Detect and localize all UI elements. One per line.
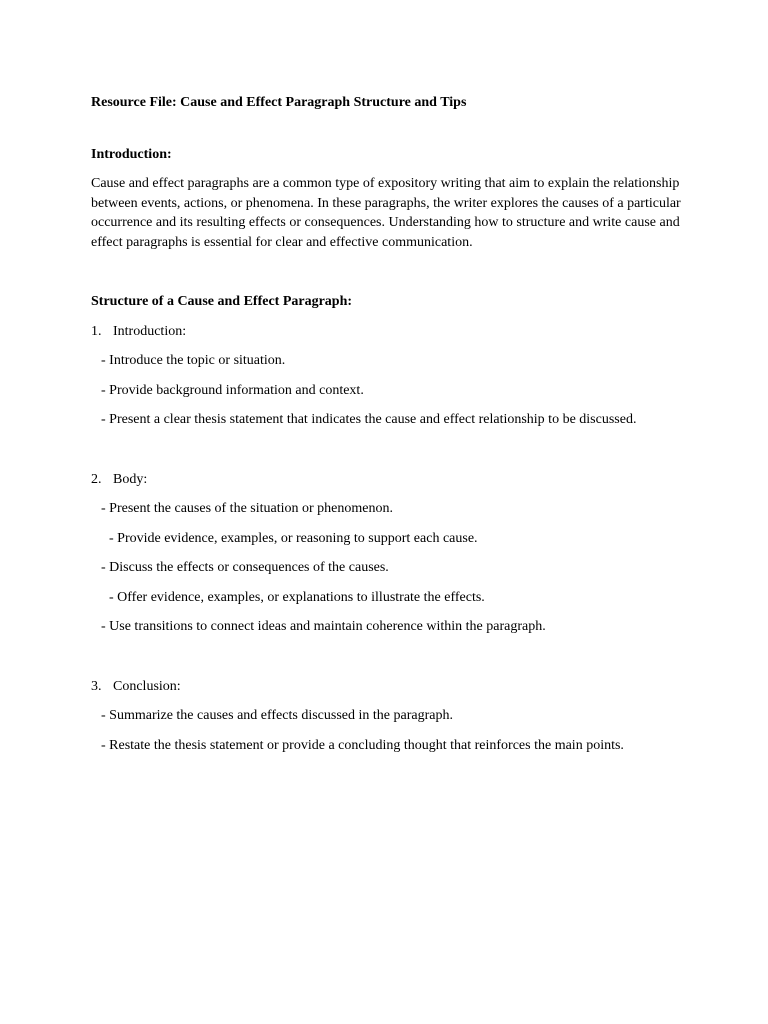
section-introduction	[91, 322, 691, 430]
list-item: - Offer evidence, examples, or explanations to illustrate the effects.	[109, 589, 485, 605]
section-body	[91, 470, 691, 637]
list-item: - Present a clear thesis statement that indicates the cause and effect relationship to be discussed.	[101, 412, 637, 427]
section-number: 1.	[91, 323, 102, 339]
introduction-heading: Introduction:	[91, 146, 172, 162]
section-label	[91, 470, 691, 490]
list-item: - Use transitions to connect ideas and maintain coherence within the paragraph.	[101, 619, 546, 634]
section-title: Body:	[113, 471, 148, 487]
section-label	[91, 322, 691, 342]
section-title: Introduction:	[113, 323, 187, 339]
document-page	[91, 93, 691, 755]
list-item: - Present the causes of the situation or phenomenon.	[101, 501, 393, 516]
list-item: - Provide background information and context.	[101, 382, 364, 398]
section-conclusion	[91, 677, 691, 756]
section-number: 2.	[91, 471, 102, 487]
introduction-paragraph: Cause and effect paragraphs are a common type of expository writing that aim to explain the relationship between events, actions, or phenomena. In these paragraphs, the writer explores the causes of a particular occurrence and its resulting effects or consequences. Understanding how to structure and write cause and effect paragraphs is essential for clear and effective communication.	[91, 176, 681, 250]
structure-heading: Structure of a Cause and Effect Paragraph:	[91, 294, 353, 309]
list-item: - Discuss the effects or consequences of the causes.	[101, 560, 389, 575]
document-title: Resource File: Cause and Effect Paragraph Structure and Tips	[91, 95, 467, 110]
list-item: - Provide evidence, examples, or reasoning to support each cause.	[109, 530, 478, 546]
section-number: 3.	[91, 678, 102, 694]
section-title: Conclusion:	[113, 678, 181, 694]
list-item: - Summarize the causes and effects discussed in the paragraph.	[101, 708, 453, 723]
section-label	[91, 677, 691, 697]
list-item: - Introduce the topic or situation.	[101, 353, 286, 368]
list-item: - Restate the thesis statement or provide a concluding thought that reinforces the main points.	[101, 737, 624, 753]
